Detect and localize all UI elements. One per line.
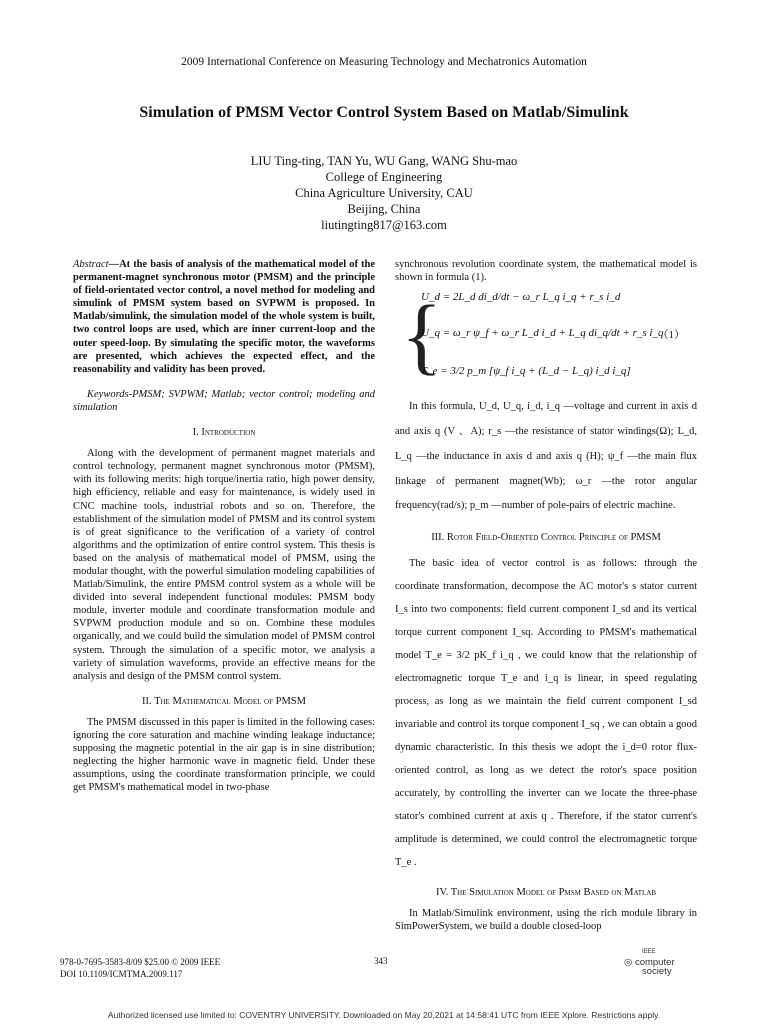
ieee-computer-society-logo xyxy=(624,948,675,977)
section-heading-introduction: I. Introduction xyxy=(192,427,256,439)
affiliation-university: China Agriculture University, CAU xyxy=(295,186,473,200)
abstract xyxy=(73,258,375,376)
right-column xyxy=(395,258,697,934)
section-heading-rotor-field-oriented: III. Rotor Field-Oriented Control Principle of PMSM xyxy=(431,532,661,544)
equation-line-2: U_q = ω_r ψ_f + ω_r L_d i_d + L_q di_q/dt + r_s i_q xyxy=(421,327,664,340)
abstract-text: —At the basis of analysis of the mathematical model of the permanent-magnet synchronous motor (PMSM) and the principle of field-orientated vector control, a novel method for modeling and simulink of PMSM system based on SVPWM is proposed. In Matlab/simulink, the simulation model of the whole system is built, two control loops are used, which are inner current-loop and the outer speed-loop. By simulating the specific motor, the waveforms are presented, which achieves the expected effect, and the reasonability and validity has been proved. xyxy=(73,259,375,375)
abstract-label: Abstract xyxy=(73,259,109,270)
footer-isbn: 978-0-7695-3583-8/09 $25.00 © 2009 IEEE xyxy=(60,957,221,967)
section-heading-simulation-model: IV. The Simulation Model of Pmsm Based on Matlab xyxy=(435,887,657,899)
equation-line-3: T_e = 3/2 p_m [ψ_f i_q + (L_d − L_q) i_d i_q] xyxy=(421,365,631,378)
logo-society-text: society xyxy=(642,966,672,977)
author-email: liutingting817@163.com xyxy=(321,218,447,232)
equation-number: （1） xyxy=(657,329,685,342)
equation-1 xyxy=(395,287,697,391)
equation-line-1: U_d = 2L_d di_d/dt − ω_r L_q i_q + r_s i_d xyxy=(421,291,621,304)
page-number: 343 xyxy=(374,956,388,966)
keywords: Keywords-PMSM; SVPWM; Matlab; vector control; modeling and simulation xyxy=(73,388,375,413)
logo-ieee-text: IEEE xyxy=(642,949,656,955)
affiliation-city: Beijing, China xyxy=(347,202,421,216)
formula-intro: synchronous revolution coordinate system, the mathematical model is shown in formula (1). xyxy=(395,259,697,284)
formula-description: In this formula, U_d, U_q, i_d, i_q —voltage and current in axis d and axis q (V 、A); r_s —the resistance of stator windings(Ω); L_d, L_q —the inductance in axis d and axis q (H); ψ_f —the main flux linkage of permanent magnet(Wb); ω_r —the rotor angular frequency(rad/s); p_m —number of pole-pairs of electric machine. xyxy=(395,401,697,512)
conference-header: 2009 International Conference on Measuring Technology and Mechatronics Automation xyxy=(181,56,587,68)
rotor-field-oriented-paragraph: The basic idea of vector control is as follows: through the coordinate transformation, decompose the AC motor's s stator current I_s into two components: field current component I_sd and its vertical torque current component I_sq. According to PMSM's mathematical model T_e = 3/2 pK_f i_q , we could know that the relationship of electromagnetic torque T_e and i_q is linear, in speed regulating process, as long as we maintain the field current component I_sd invariable and control its torque component I_sq , we can obtain a good dynamic characteristic. In this thesis we adopt the i_d=0 rotor flux-oriented control, as long as we detect the rotor's space position accurately, by controlling the inverter can we locate the three-phase stator's combined current at axis q . Therefore, if the stator current's amplitude is determined, we could control the electromagnetic torque T_e . xyxy=(395,558,697,869)
footer-doi: DOI 10.1109/ICMTMA.2009.117 xyxy=(60,969,183,979)
author-names: LIU Ting-ting, TAN Yu, WU Gang, WANG Shu-mao xyxy=(250,154,518,168)
author-block xyxy=(0,153,768,233)
logo-globe-icon: ◎ xyxy=(624,956,635,968)
mathematical-model-paragraph: The PMSM discussed in this paper is limited in the following cases: ignoring the core saturation and machine winding leakage inductance; supposing the magnetic potential in the air gap is in sine distribution; neglecting the higher harmonic wave in magnetic field. Under these assumptions, using the coordinate transformation principle, we could get PMSM's mathematical model in two-phase xyxy=(73,716,375,794)
simulation-model-paragraph: In Matlab/Simulink environment, using the rich module library in SimPowerSystem, we build a double closed-loop xyxy=(395,908,697,933)
section-heading-mathematical-model: II. The Mathematical Model of PMSM xyxy=(142,695,306,707)
left-column xyxy=(73,258,375,794)
affiliation-college: College of Engineering xyxy=(325,170,443,184)
footer-identifiers xyxy=(60,956,220,980)
logo-computer-text: computer xyxy=(634,956,675,968)
authorization-notice: Authorized licensed use limited to: COVENTRY UNIVERSITY. Downloaded on May 20,2021 at 14:58:41 UTC from IEEE Xplore. Restrictions apply. xyxy=(107,1010,661,1020)
equation-brace: { xyxy=(401,287,443,384)
paper-title: Simulation of PMSM Vector Control System Based on Matlab/Simulink xyxy=(139,104,629,121)
introduction-paragraph: Along with the development of permanent magnet materials and control technology, permanent magnet synchronous motor (PMSM), with its following merits: high torque/inertia ratio, high power density, high efficiency, reliable and easy for maintenance, is widely used in CNC machine tools, industrial robots and so on. Therefore, the establishment of the simulation model of PMSM and its control system is of great significance to the verification of a variety of control algorithms and the optimization of entire control system. This thesis is based on the analysis of mathematical model of PMSM, using the modular thought, with the powerful simulation modeling capabilities of Matlab/Simulink, the entire PMSM control system as a whole will be divided into several independent functional modules: PMSM body module, inverter module and coordinate transformation module and SVPWM production module and so on. Combine these modules organically, and we could build the simulation model of PMSM control system. Through the simulation of a specific motor, we analysis a variety of simulation waveforms, provide an effective means for the analysis and design of the PMSM control system. xyxy=(73,448,375,682)
